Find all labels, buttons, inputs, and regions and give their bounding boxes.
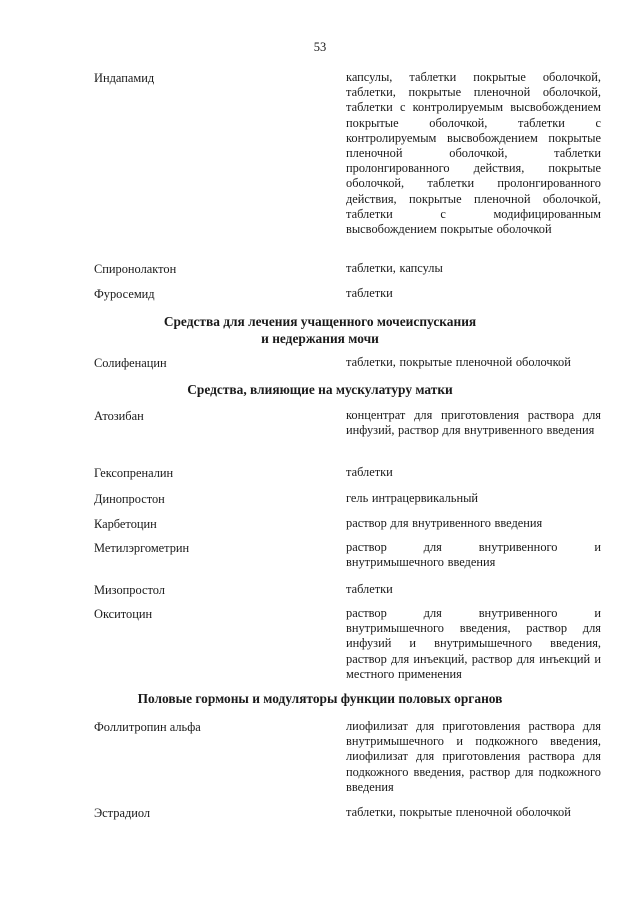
page-number: 53	[313, 40, 327, 54]
drug-name: Индапамид	[94, 71, 155, 85]
dosage-form: таблетки, покрытые пленочной оболочкой	[346, 355, 571, 369]
dosage-form: таблетки	[346, 465, 393, 479]
drug-name: Динопростон	[94, 492, 165, 506]
drug-name: Мизопростол	[94, 583, 165, 597]
dosage-form: гель интрацервикальный	[346, 491, 479, 505]
drug-name: Солифенацин	[94, 356, 167, 370]
dosage-form: капсулы, таблетки покрытые оболочкой, таблетки, покрытые пленочной оболочкой, таблетки с контролируемым высвобождением покрытые оболочкой, таблетки с контролируемым высвобождением покрытые пленочной оболочкой, таблетки пролонгированного действия, покрытые оболочкой, таблетки пролонгированного действия, покрытые пленочной оболочкой, таблетки с модифицированным высвобождением покрытые оболочкой	[346, 70, 601, 237]
dosage-form: таблетки	[346, 286, 393, 300]
dosage-form: таблетки, капсулы	[346, 261, 443, 275]
section-heading-line: Средства, влияющие на мускулатуру матки	[187, 382, 453, 397]
dosage-form: раствор для внутривенного и внутримышечного введения, раствор для инфузий и внутримышечного введения, раствор для инъекций, раствор для инъекций и местного применения	[346, 606, 601, 681]
drug-name: Гексопреналин	[94, 466, 174, 480]
section-heading-line: и недержания мочи	[261, 331, 379, 346]
section-heading	[0, 313, 640, 347]
dosage-form: раствор для внутривенного введения	[346, 516, 543, 530]
dosage-form: концентрат для приготовления раствора для инфузий, раствор для внутривенного введения	[346, 408, 601, 438]
drug-name: Фоллитропин альфа	[94, 720, 201, 734]
drug-name: Спиронолактон	[94, 262, 177, 276]
drug-name: Эстрадиол	[94, 806, 151, 820]
section-heading	[0, 690, 640, 707]
dosage-form: лиофилизат для приготовления раствора для внутримышечного и подкожного введения, лиофилизат для приготовления раствора для подкожного введения, раствор для подкожного введения	[346, 719, 601, 794]
dosage-form: раствор для внутривенного и внутримышечного введения	[346, 540, 601, 570]
drug-name: Метилэргометрин	[94, 541, 190, 555]
drug-name: Атозибан	[94, 409, 144, 423]
dosage-form: таблетки, покрытые пленочной оболочкой	[346, 805, 571, 819]
drug-name: Окситоцин	[94, 607, 153, 621]
dosage-form: таблетки	[346, 582, 393, 596]
drug-name: Карбетоцин	[94, 517, 157, 531]
drug-name: Фуросемид	[94, 287, 155, 301]
section-heading	[0, 381, 640, 398]
section-heading-line: Половые гормоны и модуляторы функции половых органов	[137, 691, 503, 706]
section-heading-line: Средства для лечения учащенного мочеиспускания	[163, 314, 477, 329]
